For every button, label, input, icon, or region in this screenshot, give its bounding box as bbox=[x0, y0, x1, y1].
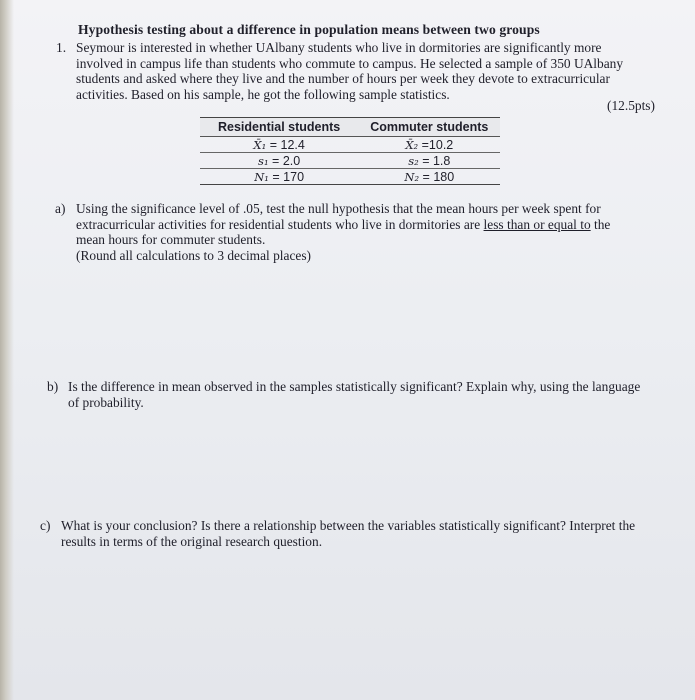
residential-sd-cell bbox=[200, 153, 352, 169]
header-commuter: Commuter students bbox=[352, 118, 500, 137]
mean-symbol-1: X̄₁ bbox=[253, 137, 267, 152]
commuter-sd-cell bbox=[352, 153, 500, 169]
part-a-label: a) bbox=[55, 201, 66, 216]
residential-n-cell bbox=[200, 169, 352, 185]
part-b-text: Is the difference in mean observed in the samples statistically significant? Explain why, using the language of probability. bbox=[68, 379, 641, 410]
part-a-note: (Round all calculations to 3 decimal places) bbox=[76, 248, 312, 263]
commuter-n-cell bbox=[352, 169, 500, 185]
part-c-text: What is your conclusion? Is there a relationship between the variables statistically significant? Interpret the results in terms of the original research question. bbox=[61, 518, 636, 549]
residential-mean-cell bbox=[200, 137, 352, 153]
points-label: (12.5pts) bbox=[607, 98, 655, 113]
table-row-n bbox=[200, 169, 500, 185]
residential-sd-value: = 2.0 bbox=[272, 153, 301, 168]
n-symbol-2: N₂ bbox=[404, 169, 420, 184]
table-row-mean bbox=[200, 137, 500, 153]
sample-statistics-table bbox=[200, 117, 500, 185]
commuter-sd-value: = 1.8 bbox=[422, 153, 451, 168]
sd-symbol-1: s₁ bbox=[258, 153, 269, 168]
part-a-underlined: less than or equal to bbox=[483, 216, 591, 232]
commuter-mean-cell bbox=[352, 137, 500, 153]
mean-symbol-2: X̄₂ bbox=[405, 137, 419, 152]
residential-mean-value: = 12.4 bbox=[269, 137, 305, 152]
commuter-n-value: = 180 bbox=[422, 169, 455, 184]
section-title: Hypothesis testing about a difference in population means between two groups bbox=[78, 22, 540, 37]
page-edge-shadow bbox=[0, 0, 14, 700]
table-header-row bbox=[200, 118, 500, 137]
part-a-text-after: the mean hours for commuter students. bbox=[76, 216, 611, 248]
part-a-text bbox=[76, 201, 641, 248]
part-a-text-before: Using the significance level of .05, test the null hypothesis that the mean hours per week spent for extracurricular activities for residential students who live in dormitories are bbox=[76, 201, 601, 232]
n-symbol-1: N₁ bbox=[254, 169, 269, 184]
header-residential: Residential students bbox=[200, 118, 352, 137]
question-number: 1. bbox=[56, 40, 67, 55]
question-text: Seymour is interested in whether UAlbany students who live in dormitories are significantly more involved in campus life than students who commute to campus. He selected a sample of 350 UAlbany students and asked where they live and the number of hours per week they devote to extracurricular activities. Based on his sample, he got the following sample statistics. bbox=[76, 40, 624, 102]
table-row-sd bbox=[200, 153, 500, 169]
sd-symbol-2: s₂ bbox=[408, 153, 419, 168]
part-c-label: c) bbox=[40, 518, 51, 533]
commuter-mean-value: =10.2 bbox=[421, 137, 454, 152]
part-b-label: b) bbox=[47, 379, 59, 394]
residential-n-value: = 170 bbox=[272, 169, 305, 184]
